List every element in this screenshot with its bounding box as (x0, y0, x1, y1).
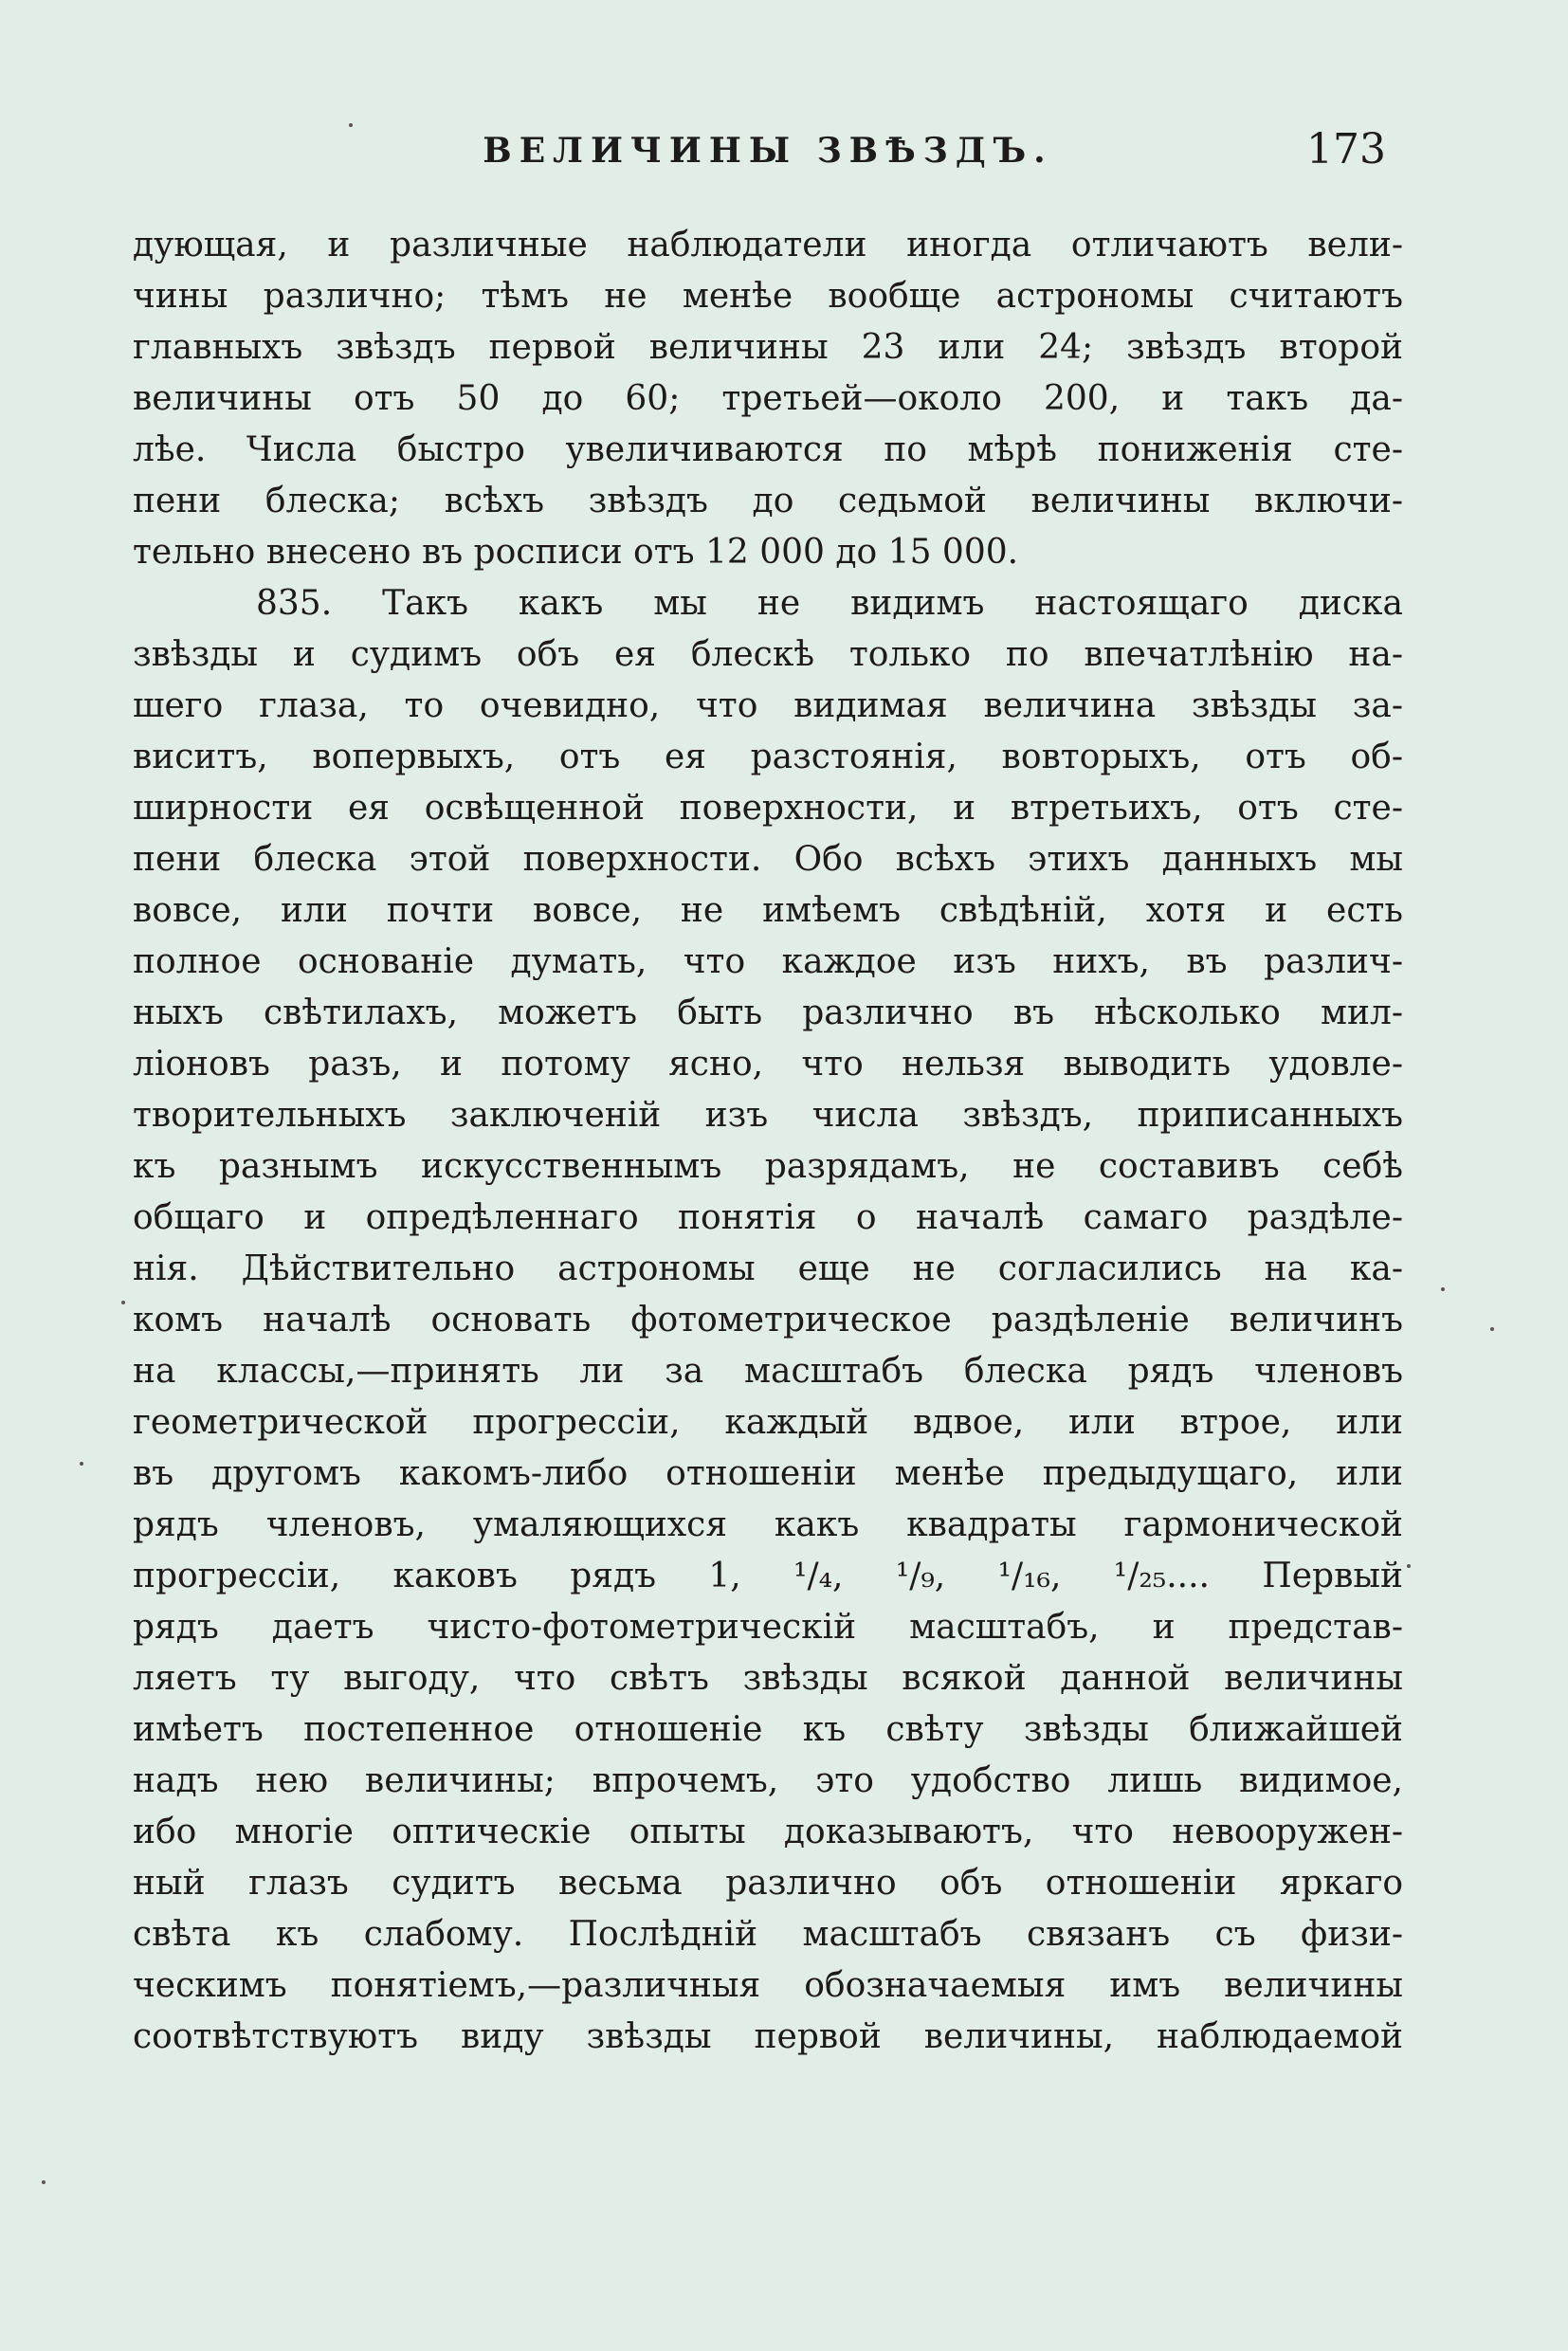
text-line: общаго и опредѣленнаго понятія о началѣ самаго раздѣле- (133, 1198, 1403, 1237)
text-line: рядъ членовъ, умаляющихся какъ квадраты гармонической (133, 1505, 1403, 1544)
text-line: къ разнымъ искусственнымъ разрядамъ, не составивъ себѣ (133, 1147, 1403, 1186)
text-line: прогрессіи, каковъ рядъ 1, ¹/₄, ¹/₉, ¹/₁₆, ¹/₂₅.... Первый (133, 1557, 1403, 1595)
paragraph-start-line: 835. Такъ какъ мы не видимъ настоящаго диска (256, 584, 1403, 623)
print-speck (1490, 1327, 1494, 1331)
text-line: комъ началѣ основать фотометрическое раздѣленіе величинъ (133, 1301, 1403, 1340)
text-line: виситъ, вопервыхъ, отъ ея разстоянія, вовторыхъ, отъ об- (133, 738, 1403, 776)
page-header (133, 125, 1403, 182)
text-line: геометрической прогрессіи, каждый вдвое, или втрое, или (133, 1403, 1403, 1442)
text-line: тельно внесено въ росписи отъ 12 000 до 15 000. (133, 533, 1019, 572)
text-line: имѣетъ постепенное отношеніе къ свѣту звѣзды ближайшей (133, 1710, 1403, 1749)
running-title: ВЕЛИЧИНЫ ЗВѢЗДЪ. (483, 131, 1053, 171)
text-line: главныхъ звѣздъ первой величины 23 или 24; звѣздъ второй (133, 328, 1403, 367)
text-line: ширности ея освѣщенной поверхности, и втретьихъ, отъ сте- (133, 789, 1403, 828)
print-speck (121, 1301, 125, 1304)
print-speck (1407, 1564, 1411, 1568)
text-line: на классы,—принять ли за масштабъ блеска рядъ членовъ (133, 1352, 1403, 1391)
text-line: чины различно; тѣмъ не менѣе вообще астрономы считаютъ (133, 277, 1403, 316)
text-line: вовсе, или почти вовсе, не имѣемъ свѣдѣній, хотя и есть (133, 891, 1403, 930)
text-line: нія. Дѣйствительно астрономы еще не согласились на ка- (133, 1249, 1403, 1288)
text-line: свѣта къ слабому. Послѣдній масштабъ связанъ съ физи- (133, 1915, 1403, 1954)
text-line: ляетъ ту выгоду, что свѣтъ звѣзды всякой данной величины (133, 1659, 1403, 1698)
text-line: ибо многіе оптическіе опыты доказываютъ, что невооружен- (133, 1813, 1403, 1851)
text-line: полное основаніе думать, что каждое изъ нихъ, въ различ- (133, 942, 1403, 981)
print-speck (1441, 1287, 1445, 1291)
print-speck (42, 2180, 46, 2184)
text-line: въ другомъ какомъ-либо отношеніи менѣе предыдущаго, или (133, 1454, 1403, 1493)
text-line: надъ нею величины; впрочемъ, это удобство лишь видимое, (133, 1761, 1403, 1800)
text-line: пени блеска; всѣхъ звѣздъ до седьмой величины включи- (133, 482, 1403, 520)
text-line: ный глазъ судитъ весьма различно объ отношеніи яркаго (133, 1864, 1403, 1903)
text-line: шего глаза, то очевидно, что видимая величина звѣзды за- (133, 686, 1403, 725)
text-line: ческимъ понятіемъ,—различныя обозначаемыя имъ величины (133, 1966, 1403, 2005)
text-line: творительныхъ заключеній изъ числа звѣздъ, приписанныхъ (133, 1096, 1403, 1135)
text-line: рядъ даетъ чисто-фотометрическій масштабъ, и представ- (133, 1608, 1403, 1647)
text-line: дующая, и различные наблюдатели иногда отличаютъ вели- (133, 226, 1403, 264)
text-line: звѣзды и судимъ объ ея блескѣ только по впечатлѣнію на- (133, 635, 1403, 674)
print-speck (349, 123, 353, 127)
print-speck (80, 1462, 83, 1466)
text-line: ліоновъ разъ, и потому ясно, что нельзя выводить удовле- (133, 1045, 1403, 1084)
body-text (133, 220, 1403, 2063)
text-line: ныхъ свѣтилахъ, можетъ быть различно въ нѣсколько мил- (133, 993, 1403, 1032)
text-line: соотвѣтствуютъ виду звѣзды первой величины, наблюдаемой (133, 2017, 1403, 2056)
page-number: 173 (1306, 125, 1386, 173)
text-line: пени блеска этой поверхности. Обо всѣхъ этихъ данныхъ мы (133, 840, 1403, 879)
text-line: величины отъ 50 до 60; третьей—около 200, и такъ да- (133, 379, 1403, 418)
text-line: лѣе. Числа быстро увеличиваются по мѣрѣ пониженія сте- (133, 430, 1403, 469)
